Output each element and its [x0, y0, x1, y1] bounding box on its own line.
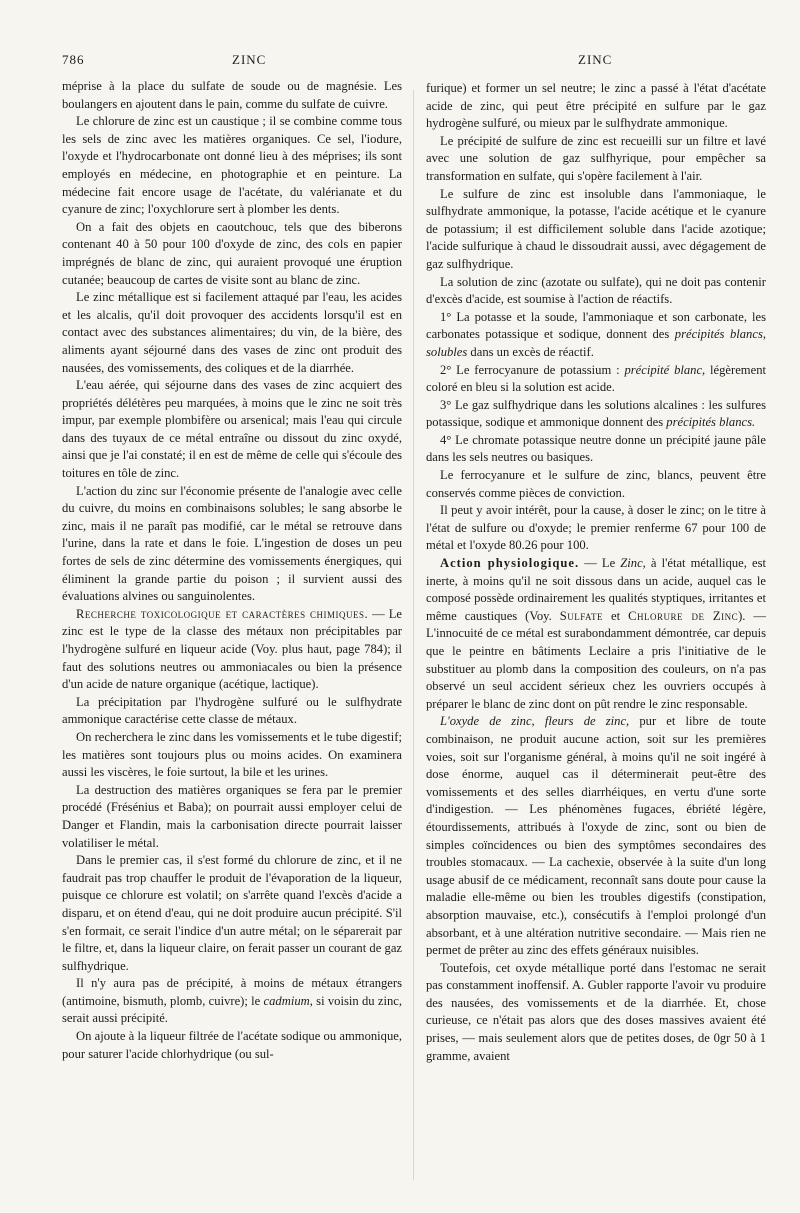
paragraph: Le précipité de sulfure de zinc est recueilli sur un filtre et lavé avec une solution de gaz sulfhyrique, pour empêcher sa transformation en sulfate, qui s'opère facilement à l'air.: [426, 133, 766, 183]
column-divider: [413, 90, 414, 1180]
paragraph: La destruction des matières organiques se fera par le premier procédé (Frésénius et Baba); on pourrait aussi employer celui de Danger et Flandin, mais la carbonisation directe pourrait laisser volatiliser le métal.: [62, 782, 402, 850]
paragraph: L'eau aérée, qui séjourne dans des vases de zinc acquiert des propriétés délétères peu marquées, à moins que le zinc ne soit très impur, par exemple plombifère ou arsenical; mais l'eau qui circule dans des tuyaux de ce métal entraîne ou dissout du zinc oxydé, ainsi que je l'ai constaté; il en est de même de celle qui s'écoule des toitures en tôle de zinc.: [62, 378, 402, 481]
paragraph: L'oxyde de zinc, fleurs de zinc, pur et libre de toute combinaison, ne produit aucune action, soit sur les premières voies, soit sur l'organisme général, à moins qu'il ne soit ingéré à dose énorme, auquel cas il déterminerait peut-être des vomissements et des selles diarrhéiques, en vertu d'une sorte d'indigestion. — Les phénomènes fugaces, ébriété légère, étourdissements, attribués à l'oxyde de zinc, sont ou bien de simples coïncidences ou bien des symptômes secondaires des troubles stomacaux. — La cachexie, observée à la suite d'un long usage abusif de ce médicament, reconnaît sans doute pour cause la maladie elle-même ou bien les troubles digestifs (constipation, absorption mauvaise, etc.), consécutifs à l'emploi prolongé d'un absorbant, et à une altération nutritive secondaire. — Mais rien ne permet de prêter au zinc des effets généraux nuisibles.: [426, 714, 766, 958]
paragraph: Le chlorure de zinc est un caustique ; il se combine comme tous les sels de zinc avec les matières organiques. Ce sel, l'iodure, l'oxyde et l'hydrocarbonate ont donné lieu à des méprises; ils sont employés en médecine, en photographie et en peinture. La médecine fait encore usage de l'acétate, du valérianate et du cyanure de zinc; l'oxychlorure sert à plomber les dents.: [62, 114, 402, 217]
paragraph: Le ferrocyanure et le sulfure de zinc, blancs, peuvent être conservés comme pièces de conviction.: [426, 468, 766, 500]
left-column: [62, 78, 402, 1063]
running-title-left: ZINC: [232, 52, 267, 67]
running-header: [0, 52, 800, 74]
section-paragraph: Recherche toxicologique et caractères chimiques. — Le zinc est le type de la classe des métaux non précipitables par l'hydrogène sulfuré en liqueur acide (Voy. plus haut, page 784); il faut des solutions neutres ou ammoniacales ou bien la présence d'un acide de nature organique (acétique, lactique).: [62, 606, 402, 692]
paragraph: 1° La potasse et la soude, l'ammoniaque et son carbonate, les carbonates potassique et sodique, donnent des précipités blancs, solubles dans un excès de réactif.: [426, 309, 766, 359]
page-number: 786: [62, 52, 85, 67]
paragraph: Le zinc métallique est si facilement attaqué par l'eau, les acides et les alcalis, qu'il doit provoquer des accidents lorsqu'il est en contact avec des substances alimentaires; du vin, de la bière, des aliments ayant séjourné dans des vases de zinc ont produit des nausées, des vomissements, des coliques et de la diarrhée.: [62, 290, 402, 375]
paragraph: méprise à la place du sulfate de soude ou de magnésie. Les boulangers en ajoutent dans le pain, comme du sulfate de cuivre.: [62, 79, 402, 111]
paragraph: On a fait des objets en caoutchouc, tels que des biberons contenant 40 à 50 pour 100 d'oxyde de zinc, des cols en papier imprégnés de blanc de zinc, qui auraient provoqué une éruption cutanée; beaucoup de cartes de visite sont au blanc de zinc.: [62, 219, 402, 287]
paragraph: On ajoute à la liqueur filtrée de l'acétate sodique ou ammonique, pour saturer l'acide chlorhydrique (ou sul-: [62, 1029, 402, 1061]
paragraph: 3° Le gaz sulfhydrique dans les solutions alcalines : les sulfures potassique, sodique et ammonique donnent des précipités blancs.: [426, 397, 766, 430]
paragraph: Dans le premier cas, il s'est formé du chlorure de zinc, et il ne faudrait pas trop chauffer le produit de l'évaporation de la liqueur, puisque ce chlorure est volatil; on s'arrête quand l'excès d'acide a disparu, et on étend d'eau, qui ne doit produire aucun précipité. S'il s'en formait, ce serait l'indice d'un autre métal; on le séparerait par le filtre, et, dans la liqueur claire, on ferait passer un courant de gaz sulfhydrique.: [62, 853, 402, 973]
section-paragraph: Action physiologique. — Le Zinc, à l'état métallique, est inerte, à moins qu'il ne soit dissous dans un acide, auquel cas le composé possède ordinairement les qualités styptiques, irritantes et même caustiques (Voy. Sulfate et Chlorure de Zinc). — L'innocuité de ce métal est surabondamment démontrée, car depuis que le peintre en bâtiments Leclaire a pris l'initiative de le substituer au plomb dans la composition des couleurs, on n'a pas observé un seul accident sérieux chez les ouvriers occupés à préparer le blanc de zinc dont on pût rendre le zinc responsable.: [426, 556, 766, 711]
paragraph: Le sulfure de zinc est insoluble dans l'ammoniaque, le sulfhydrate ammonique, la potasse, l'acide acétique et le cyanure de potassium; il est difficilement soluble dans l'acide azotique; l'acide sulfurique à chaud le dissoudrait aussi, avec dégagement de gaz sulfhydrique.: [426, 186, 766, 271]
paragraph: La précipitation par l'hydrogène sulfuré ou le sulfhydrate ammonique caractérise cette classe de métaux.: [62, 694, 402, 727]
paragraph: L'action du zinc sur l'économie présente de l'analogie avec celle du cuivre, du moins en combinaisons solubles; le sang absorbe le zinc, mais il ne paraît pas modifié, car le métal se retrouve dans l'urine, dans la rate et dans le foie. L'ingestion de doses un peu fortes de sels de zinc détermine des vomissements énergiques, qui éliminent la grande partie du poison ; il survient aussi des évaluations alvines ou sanguinolentes.: [62, 483, 402, 604]
paragraph: Toutefois, cet oxyde métallique porté dans l'estomac ne serait pas constamment inoffensif. A. Gubler rapporte l'avoir vu produire des nausées, des vomissements et de la diarrhée. Et, chose curieuse, ce n'était pas alors que des doses massives avaient été prises, — mais seulement alors que de petites doses, de 0gr 50 à 1 gramme, avaient: [426, 960, 766, 1063]
paragraph: Il n'y aura pas de précipité, à moins de métaux étrangers (antimoine, bismuth, plomb, cuivre); le cadmium, si voisin du zinc, serait aussi précipité.: [62, 976, 402, 1026]
section-heading: Recherche toxicologique et caractères chimiques.: [76, 606, 369, 621]
paragraph: Il peut y avoir intérêt, pour la cause, à doser le zinc; on le titre à l'état de sulfure ou d'oxyde; le premier renferme 67 pour 100 de métal et l'oxyde 80.26 pour 100.: [426, 503, 766, 553]
section-heading: Action physiologique.: [440, 556, 580, 571]
paragraph: La solution de zinc (azotate ou sulfate), qui ne doit pas contenir d'excès d'acide, est soumise à l'action de réactifs.: [426, 274, 766, 307]
paragraph: On recherchera le zinc dans les vomissements et le tube digestif; les matières sont toujours plus ou moins acides. On examinera aussi les viscères, le foie surtout, la bile et les urines.: [62, 729, 402, 780]
paragraph: 2° Le ferrocyanure de potassium : précipité blanc, légèrement coloré en bleu si la solution est acide.: [426, 362, 766, 395]
paragraph: 4° Le chromate potassique neutre donne un précipité jaune pâle dans les sels neutres ou basiques.: [426, 432, 766, 465]
paragraph: furique) et former un sel neutre; le zinc a passé à l'état d'acétate acide de zinc, qui peut être précipité en sulfure par le gaz hydrogène sulfuré, ou mieux par le sulfhydrate ammonique.: [426, 81, 766, 131]
right-column: [426, 80, 766, 1065]
running-title-right: ZINC: [578, 52, 613, 67]
